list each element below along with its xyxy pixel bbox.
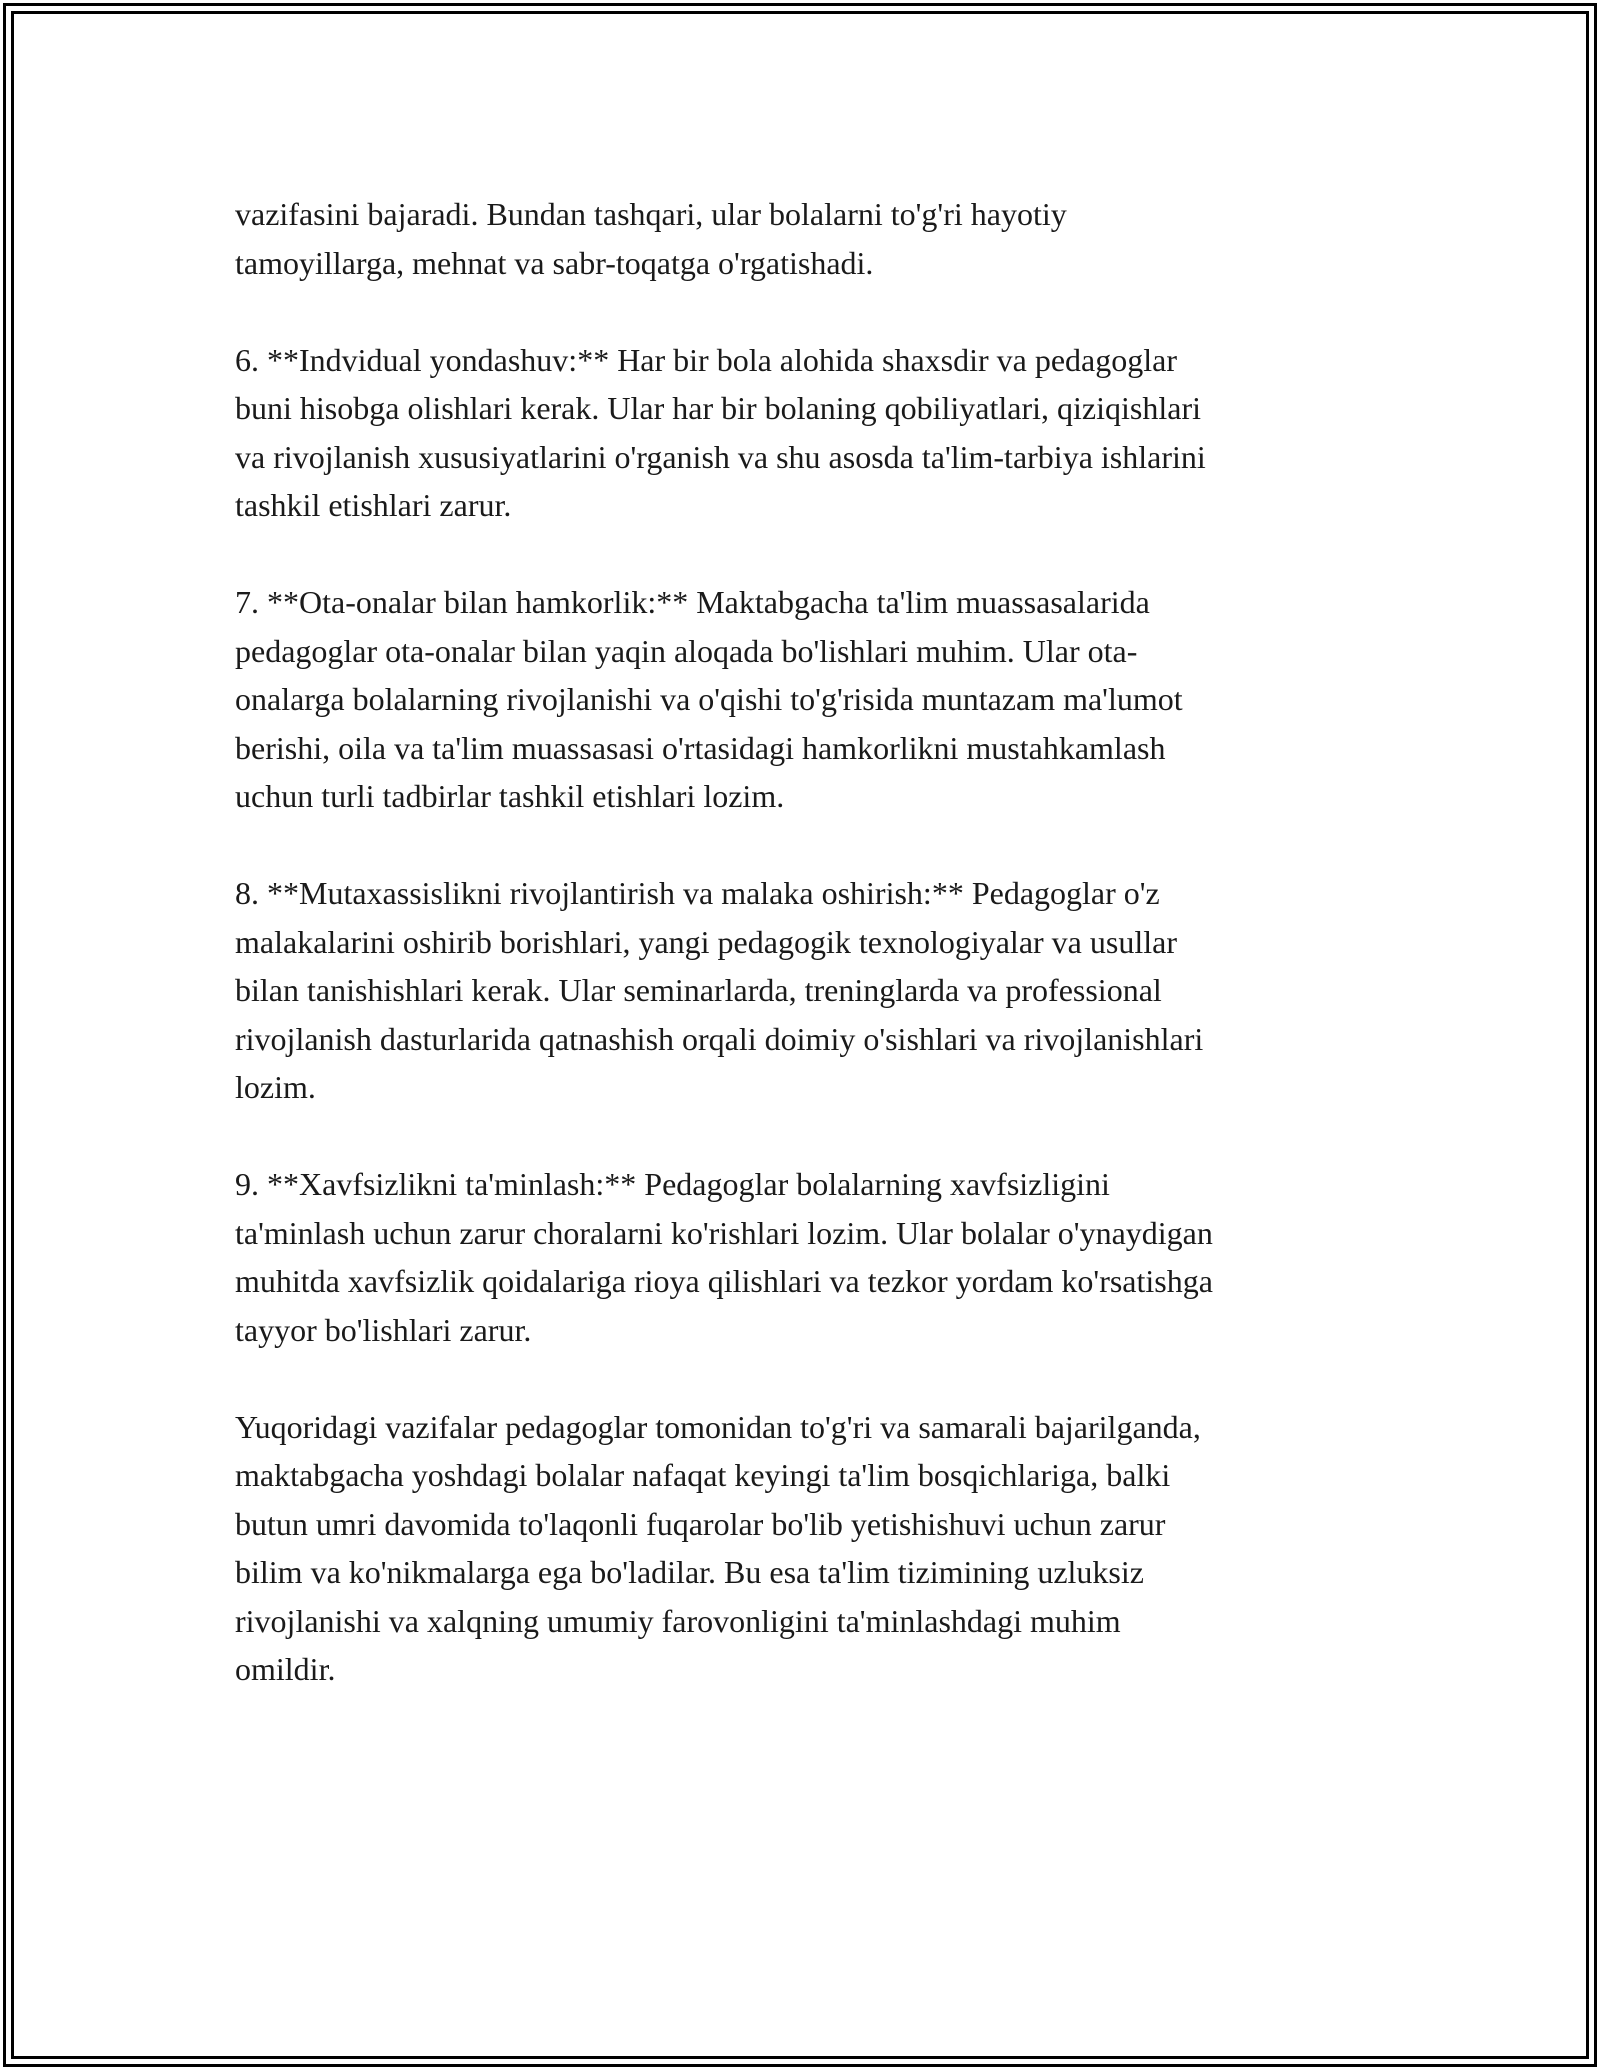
paragraph-item-8: 8. **Mutaxassislikni rivojlantirish va malaka oshirish:** Pedagoglar o'z malakalarini oshirib borishlari, yangi pedagogik texnologiyalar va usullar bilan tanishishlari kerak. Ular seminarlarda, treninglarda va professional rivojlanish dasturlarida qatnashish orqali doimiy o'sishlari va rivojlanishlari lozim. [235, 875, 1204, 1105]
paragraph-item-6: 6. **Indvidual yondashuv:** Har bir bola alohida shaxsdir va pedagoglar buni hisobga olishlari kerak. Ular har bir bolaning qobiliyatlari, qiziqishlari va rivojlanish xususiyatlarini o'rganish va shu asosda ta'lim-tarbiya ishlarini tashkil etishlari zarur. [235, 341, 1206, 523]
paragraph-item-9: 9. **Xavfsizlikni ta'minlash:** Pedagoglar bolalarning xavfsizligini ta'minlash uchun zarur choralarni ko'rishlari lozim. Ular bolalar o'ynaydigan muhitda xavfsizlik qoidalariga rioya qilishlari va tezkor yordam ko'rsatishga tayyor bo'lishlari zarur. [235, 1166, 1213, 1348]
paragraph-conclusion: Yuqoridagi vazifalar pedagoglar tomonidan to'g'ri va samarali bajarilganda, maktabgacha yoshdagi bolalar nafaqat keyingi ta'lim bosqichlariga, balki butun umri davomida to'laqonli fuqarolar bo'lib yetishishuvi uchun zarur bilim va ko'nikmalarga ega bo'ladilar. Bu esa ta'lim tizimining uzluksiz rivojlanishi va xalqning umumiy farovonligini ta'minlashdagi muhim omildir. [235, 1408, 1201, 1687]
paragraph-item-7: 7. **Ota-onalar bilan hamkorlik:** Maktabgacha ta'lim muassasalarida pedagoglar ota-onalar bilan yaqin aloqada bo'lishlari muhim. Ular ota- onalarga bolalarning rivojlanishi va o'qishi to'g'risida muntazam ma'lumot berishi, oila va ta'lim muassasasi o'rtasidagi hamkorlikni mustahkamlash uchun turli tadbirlar tashkil etishlari lozim. [235, 584, 1183, 814]
paragraph-continuation: vazifasini bajaradi. Bundan tashqari, ular bolalarni to'g'ri hayotiy tamoyillarga, mehnat va sabr-toqatga o'rgatishadi. [235, 196, 1067, 281]
document-body [235, 190, 1385, 1694]
